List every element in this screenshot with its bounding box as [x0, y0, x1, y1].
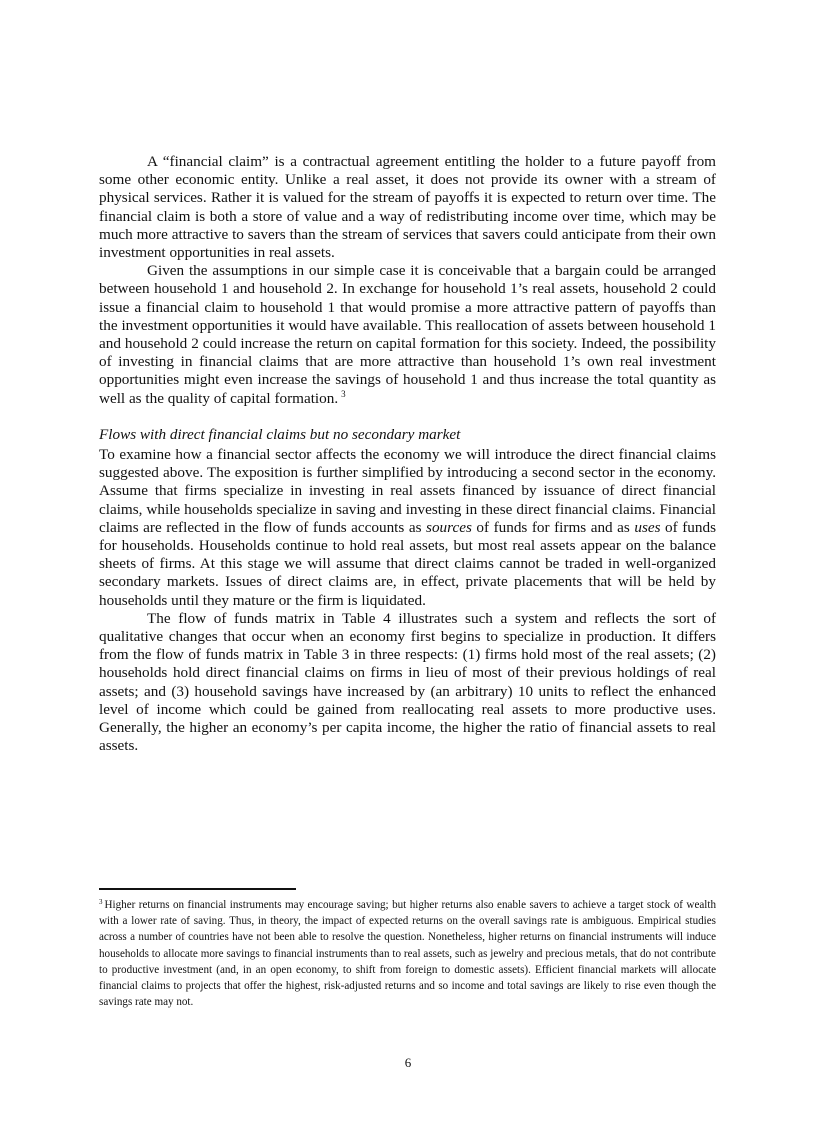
paragraph-flow-of-funds-matrix: The flow of funds matrix in Table 4 illustrates such a system and reflects the sort of qualitative changes that occur when an economy first begins to specialize in production. It differs from the flow of funds matrix in Table 3 in three respects: (1) firms hold most of the real assets; (2) households hold direct financial claims on firms in lieu of most of their previous holdings of real assets; and (3) household savings have increased by (an arbitrary) 10 units to reflect the enhanced level of income which could be gained from reallocating real assets to more productive uses. Generally, the higher an economy’s per capita income, the higher the ratio of financial assets to real assets. [99, 609, 716, 755]
footnote-reference[interactable]: 3 [341, 388, 346, 399]
footnote-text: Higher returns on financial instruments may encourage saving; but higher returns also enable savers to achieve a target stock of wealth with a lower rate of saving. Thus, in theory, the impact of expected returns on the overall savings rate is ambiguous. Empirical studies across a number of countries have not been able to resolve the question. Nonetheless, higher returns on financial instruments will induce households to allocate more savings to financial instruments than to real assets, such as jewelry and precious metals, that do not contribute to productive investment (and, in an open economy, to shift from foreign to domestic assets). Efficient financial markets will allocate financial claims to projects that offer the highest, risk-adjusted returns and so income and total savings are likely to rise even though the savings rate may not. [99, 899, 716, 1009]
paragraph-financial-claim-definition: A “financial claim” is a contractual agreement entitling the holder to a future payoff from some other economic entity. Unlike a real asset, it does not provide its owner with a stream of physical services. Rather it is valued for the stream of payoffs it is expected to return over time. The financial claim is both a store of value and a way of redistributing income over time, which may be much more attractive to savers than the stream of services that savers could anticipate from their own investment opportunities in real assets. [99, 153, 716, 262]
paragraph-household-bargain-text: Given the assumptions in our simple case it is conceivable that a bargain could be arranged between household 1 and household 2. In exchange for household 1’s real assets, household 2 could issue a financial claim to household 1 that would promise a more attractive pattern of payoffs than the investment opportunities it would have available. This reallocation of assets between household 1 and household 2 could increase the return on capital formation for this society. Indeed, the possibility of investing in financial claims that are more attractive than household 1’s own real investment opportunities might even increase the savings of household 1 and thus increase the total quantity as well as the quality of capital formation. [99, 262, 716, 407]
paragraph-household-bargain [99, 262, 716, 408]
paragraph-direct-claims-part2: of funds for firms and as [471, 518, 635, 536]
paragraph-direct-claims-part1: To examine how a financial sector affects the economy we will introduce the direct financial claims suggested above. The exposition is further simplified by introducing a second sector in the economy. Assume that firms specialize in investing in real assets financed by issuance of direct financial claims, while households specialize in saving and investing in these direct financial claims. Financial claims are reflected in the flow of funds accounts as [99, 446, 716, 536]
paragraph-direct-claims-part3: of funds for households. Households continue to hold real assets, but most real assets appear on the balance sheets of firms. At this stage we will assume that direct claims cannot be traded in well-organized secondary markets. Issues of direct claims are, in effect, private placements that will be held by households until they mature or the firm is liquidated. [99, 518, 716, 609]
footnote-divider [99, 888, 296, 890]
paragraph-direct-claims [99, 446, 716, 610]
footnote-number: 3 [99, 898, 103, 906]
emphasis-uses: uses [634, 518, 661, 536]
section-heading: Flows with direct financial claims but no secondary market [99, 425, 461, 443]
footnote [99, 897, 716, 1010]
document-body [99, 153, 716, 756]
emphasis-sources: sources [426, 518, 472, 536]
page-number: 6 [404, 1055, 412, 1070]
